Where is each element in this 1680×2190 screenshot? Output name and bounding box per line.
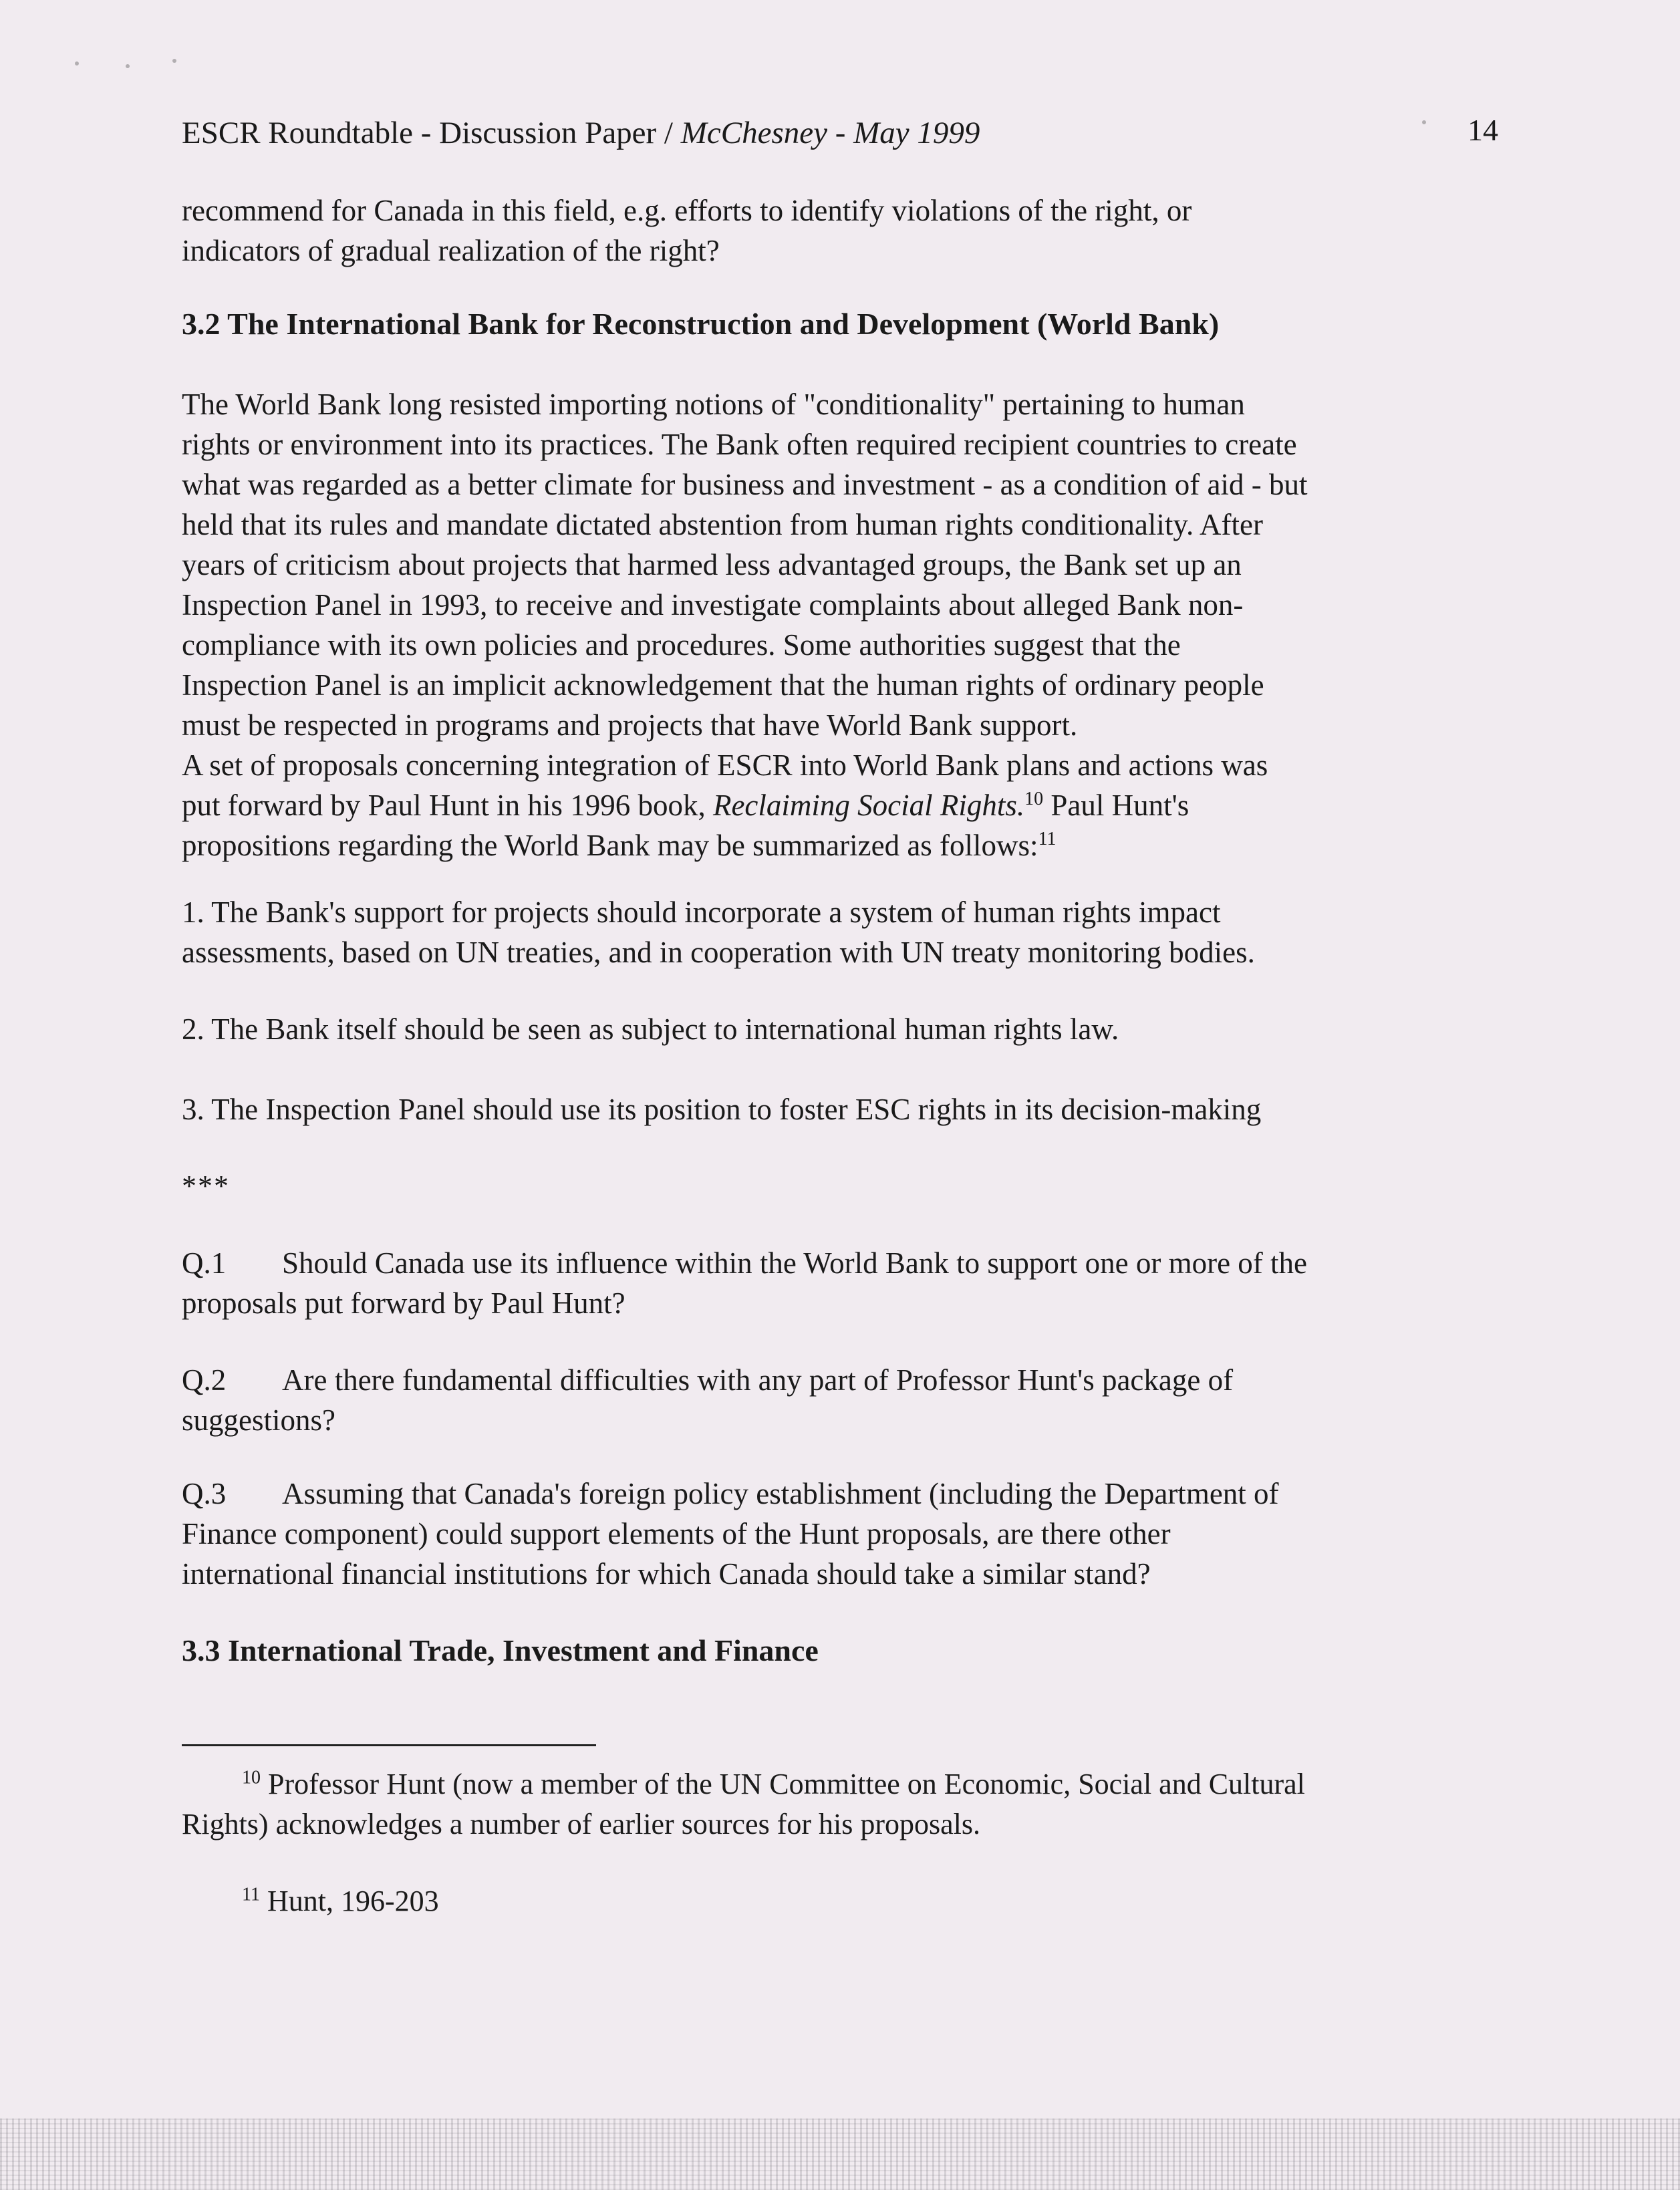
paragraph-line: Inspection Panel in 1993, to receive and investigate complaints about alleged Bank non-	[182, 588, 1244, 622]
scan-noise-band	[0, 2118, 1680, 2190]
world-bank-paragraph	[182, 384, 1512, 865]
intro-line: indicators of gradual realization of the right?	[182, 234, 720, 267]
text-run: put forward by Paul Hunt in his 1996 book,	[182, 789, 713, 822]
question-line	[182, 1243, 1512, 1283]
scan-speck	[1422, 120, 1426, 124]
footnote-marker-11: 11	[242, 1884, 260, 1905]
question-number: Q.3	[182, 1477, 227, 1510]
footnote-ref-11[interactable]: 11	[1038, 829, 1057, 849]
paragraph-line: what was regarded as a better climate for business and investment - as a condition of aid - but	[182, 468, 1308, 501]
intro-paragraph	[182, 190, 1512, 271]
intro-line: recommend for Canada in this field, e.g. efforts to identify violations of the right, or	[182, 194, 1192, 227]
running-header-title: ESCR Roundtable - Discussion Paper /	[182, 116, 681, 150]
page-number: 14	[1467, 113, 1498, 147]
footnote-line	[182, 1764, 1512, 1804]
footnote-11	[182, 1881, 1512, 1921]
proposition-line: 1. The Bank's support for projects should incorporate a system of human rights impact	[182, 896, 1221, 929]
running-header	[182, 115, 980, 151]
question-q1	[182, 1243, 1512, 1323]
scan-speck	[75, 61, 79, 65]
paragraph-line: The World Bank long resisted importing notions of "conditionality" pertaining to human	[182, 388, 1245, 421]
paragraph-line: compliance with its own policies and procedures. Some authorities suggest that the	[182, 628, 1181, 662]
question-text: Assuming that Canada's foreign policy establishment (including the Department of	[282, 1477, 1279, 1510]
question-line	[182, 1474, 1512, 1514]
footnote-divider	[182, 1744, 596, 1746]
footnote-10	[182, 1764, 1512, 1844]
question-line: suggestions?	[182, 1403, 335, 1437]
proposition-2: 2. The Bank itself should be seen as subject to international human rights law.	[182, 1012, 1119, 1046]
question-line: proposals put forward by Paul Hunt?	[182, 1286, 625, 1320]
question-text: Are there fundamental difficulties with any part of Professor Hunt's package of	[282, 1363, 1234, 1397]
scan-speck	[126, 64, 130, 68]
question-line: Finance component) could support elements of the Hunt proposals, are there other	[182, 1517, 1171, 1550]
question-text: Should Canada use its influence within the World Bank to support one or more of the	[282, 1246, 1308, 1280]
section-heading-3-2: 3.2 The International Bank for Reconstruction and Development (World Bank)	[182, 307, 1220, 341]
paragraph-line	[182, 825, 1512, 865]
question-number: Q.1	[182, 1246, 227, 1280]
proposition-1	[182, 892, 1512, 972]
proposition-line: assessments, based on UN treaties, and in cooperation with UN treaty monitoring bodies.	[182, 936, 1255, 969]
text-run: Paul Hunt's	[1043, 789, 1189, 822]
footnote-ref-10[interactable]: 10	[1024, 789, 1044, 809]
paragraph-line: A set of proposals concerning integration of ESCR into World Bank plans and actions was	[182, 748, 1268, 782]
footnote-text: Hunt, 196-203	[259, 1885, 439, 1917]
footnote-marker-10: 10	[242, 1767, 261, 1788]
paragraph-line: rights or environment into its practices. The Bank often required recipient countries to create	[182, 428, 1297, 461]
paragraph-line	[182, 785, 1512, 825]
paragraph-line: must be respected in programs and projects that have World Bank support.	[182, 708, 1078, 742]
proposition-3: 3. The Inspection Panel should use its position to foster ESC rights in its decision-making	[182, 1093, 1262, 1126]
book-title: Reclaiming Social Rights.	[712, 789, 1025, 822]
footnote-text: Professor Hunt (now a member of the UN Committee on Economic, Social and Cultural	[261, 1768, 1305, 1800]
scan-speck	[172, 59, 176, 63]
paragraph-line: years of criticism about projects that harmed less advantaged groups, the Bank set up an	[182, 548, 1242, 581]
section-separator: ***	[182, 1170, 230, 1202]
running-header-author-date: McChesney - May 1999	[680, 116, 980, 150]
question-number: Q.2	[182, 1363, 227, 1397]
paragraph-line: Inspection Panel is an implicit acknowledgement that the human rights of ordinary people	[182, 668, 1264, 702]
question-line: international financial institutions for which Canada should take a similar stand?	[182, 1557, 1151, 1591]
footnote-line	[182, 1881, 1512, 1921]
question-line	[182, 1360, 1512, 1400]
text-run: propositions regarding the World Bank may be summarized as follows:	[182, 829, 1038, 862]
paragraph-line: held that its rules and mandate dictated abstention from human rights conditionality. After	[182, 508, 1263, 541]
question-q2	[182, 1360, 1512, 1440]
section-heading-3-3: 3.3 International Trade, Investment and Finance	[182, 1633, 819, 1667]
question-q3	[182, 1474, 1512, 1594]
footnote-line: Rights) acknowledges a number of earlier sources for his proposals.	[182, 1808, 981, 1840]
